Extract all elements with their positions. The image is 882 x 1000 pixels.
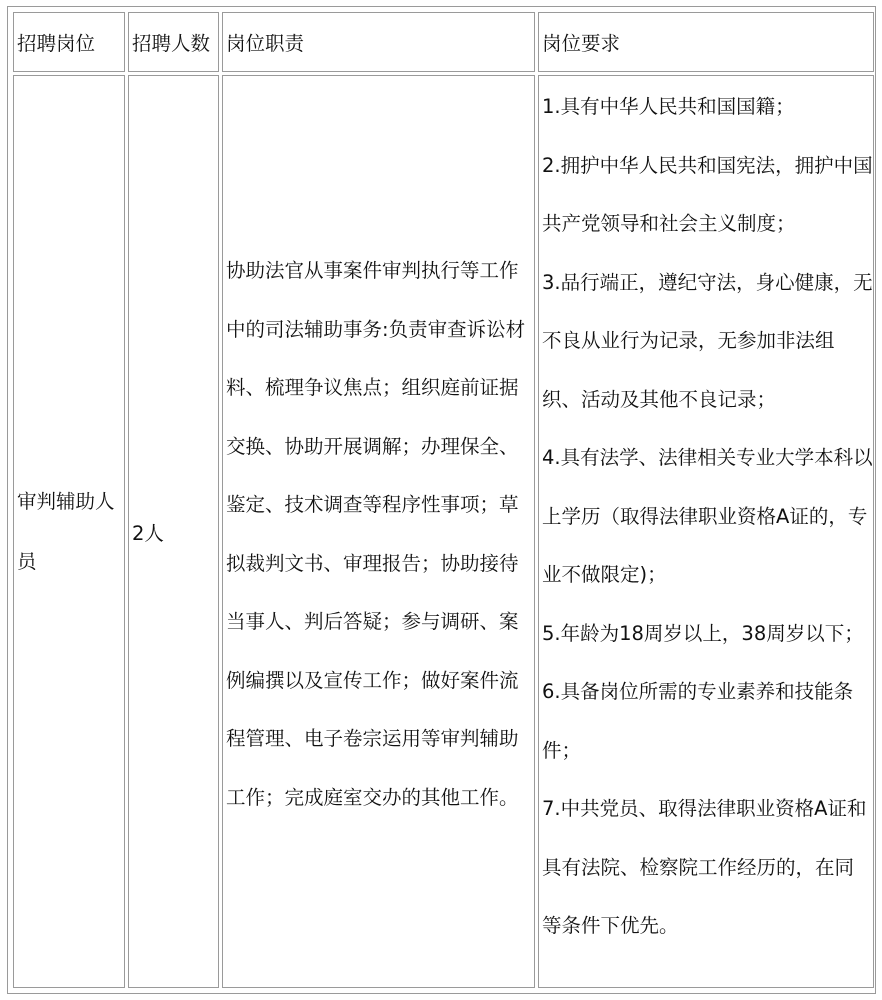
- cell-requirements: [538, 75, 874, 988]
- header-duties: 岗位职责: [222, 12, 535, 72]
- requirement-item: 3.品行端正，遵纪守法，身心健康，无不良从业行为记录，无参加非法组织、活动及其他不良记录；: [542, 270, 873, 411]
- table-header-row: [13, 12, 874, 72]
- cell-duties: [222, 75, 535, 988]
- table-row: [13, 75, 874, 988]
- position-text: 审判辅助人员: [17, 489, 115, 573]
- requirement-item: 5.年龄为18周岁以上，38周岁以下；: [542, 621, 864, 645]
- requirement-item: 2.拥护中华人民共和国宪法，拥护中国共产党领导和社会主义制度；: [542, 153, 873, 235]
- recruitment-table: [10, 9, 877, 991]
- cell-position: [13, 75, 125, 988]
- requirement-item: 4.具有法学、法律相关专业大学本科以上学历（取得法律职业资格A证的，专业不做限定)；: [542, 446, 873, 586]
- requirement-item: 6.具备岗位所需的专业素养和技能条件；: [542, 680, 854, 762]
- header-position: 招聘岗位: [13, 12, 125, 72]
- header-requirements: 岗位要求: [538, 12, 874, 72]
- duties-text: 协助法官从事案件审判执行等工作中的司法辅助事务:负责审查诉讼材料、梳理争议焦点；组织庭前证据交换、协助开展调解；办理保全、鉴定、技术调查等程序性事项；草拟裁判文书、审理报告；协助接待当事人、判后答疑；参与调研、案例编撰以及宣传工作；做好案件流程管理、电子卷宗运用等审判辅助工作；完成庭室交办的其他工作。: [226, 259, 526, 809]
- header-count: 招聘人数: [128, 12, 219, 72]
- requirement-item: 1.具有中华人民共和国国籍；: [542, 95, 795, 118]
- count-text: 2人: [132, 521, 164, 545]
- requirement-item: 7.中共党员、取得法律职业资格A证和具有法院、检察院工作经历的，在同等条件下优先。: [542, 797, 867, 937]
- recruitment-table-frame: [7, 6, 876, 994]
- cell-count: [128, 75, 219, 988]
